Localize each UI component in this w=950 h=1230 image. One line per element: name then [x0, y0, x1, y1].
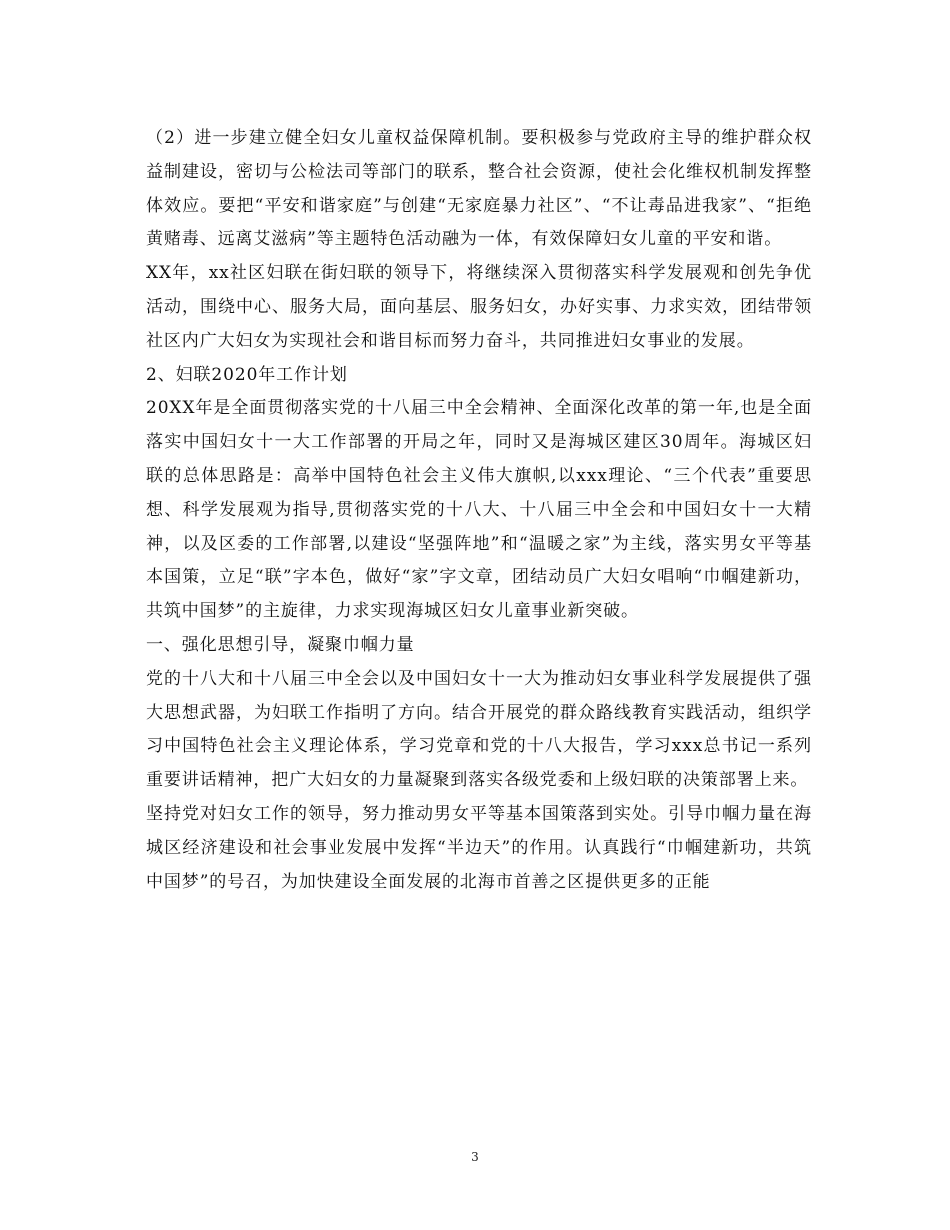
section-heading-ideological-guidance: 一、强化思想引导，凝聚巾帼力量	[146, 634, 415, 655]
paragraph-community-summary: XX年，xx社区妇联在街妇联的领导下，将继续深入贯彻落实科学发展观和创先争优活动，围绕中心、服务大局，面向基层、服务妇女，办好实事、力求实效，团结带领社区内广大妇女为实现社会和谐目标而努力奋斗，共同推进妇女事业的发展。	[146, 263, 812, 351]
paragraph-overall-approach: 20XX年是全面贯彻落实党的十八届三中全会精神、全面深化改革的第一年,也是全面落实中国妇女十一大工作部署的开局之年，同时又是海城区建区30周年。海城区妇联的总体思路是：高举中国特色社会主义伟大旗帜,以xxx理论、“三个代表”重要思想、科学发展观为指导,贯彻落实党的十八大、十八届三中全会和中国妇女十一大精神，以及区委的工作部署,以建设“坚强阵地”和“温暖之家”为主线，落实男女平等基本国策，立足“联”字本色，做好“家”字文章，团结动员广大妇女唱响“巾帼建新功，共筑中国梦”的主旋律，力求实现海城区妇女儿童事业新突破。	[146, 398, 812, 622]
paragraph-party-leadership: 坚持党对妇女工作的领导，努力推动男女平等基本国策落到实处。引导巾帼力量在海城区经济建设和社会事业发展中发挥“半边天”的作用。认真践行“巾帼建新功，共筑中国梦”的号召，为加快建设全面发展的北海市首善之区提供更多的正能	[146, 803, 812, 892]
page-number: 3	[471, 1150, 479, 1164]
paragraph-study-theory: 党的十八大和十八届三中全会以及中国妇女十一大为推动妇女事业科学发展提供了强大思想武器，为妇联工作指明了方向。结合开展党的群众路线教育实践活动，组织学习中国特色社会主义理论体系，学习党章和党的十八大报告，学习xxx总书记一系列重要讲话精神，把广大妇女的力量凝聚到落实各级党委和上级妇联的决策部署上来。	[146, 668, 812, 791]
section-heading-work-plan: 2、妇联2020年工作计划	[146, 364, 348, 385]
document-body	[146, 122, 812, 899]
paragraph-rights-mechanism: （2）进一步建立健全妇女儿童权益保障机制。要积极参与党政府主导的维护群众权益制建设，密切与公检法司等部门的联系，整合社会资源，使社会化维权机制发挥整体效应。要把“平安和谐家庭”与创建“无家庭暴力社区”、“不让毒品进我家”、“拒绝黄赌毒、远离艾滋病”等主题特色活动融为一体，有效保障妇女儿童的平安和谐。	[146, 128, 812, 250]
